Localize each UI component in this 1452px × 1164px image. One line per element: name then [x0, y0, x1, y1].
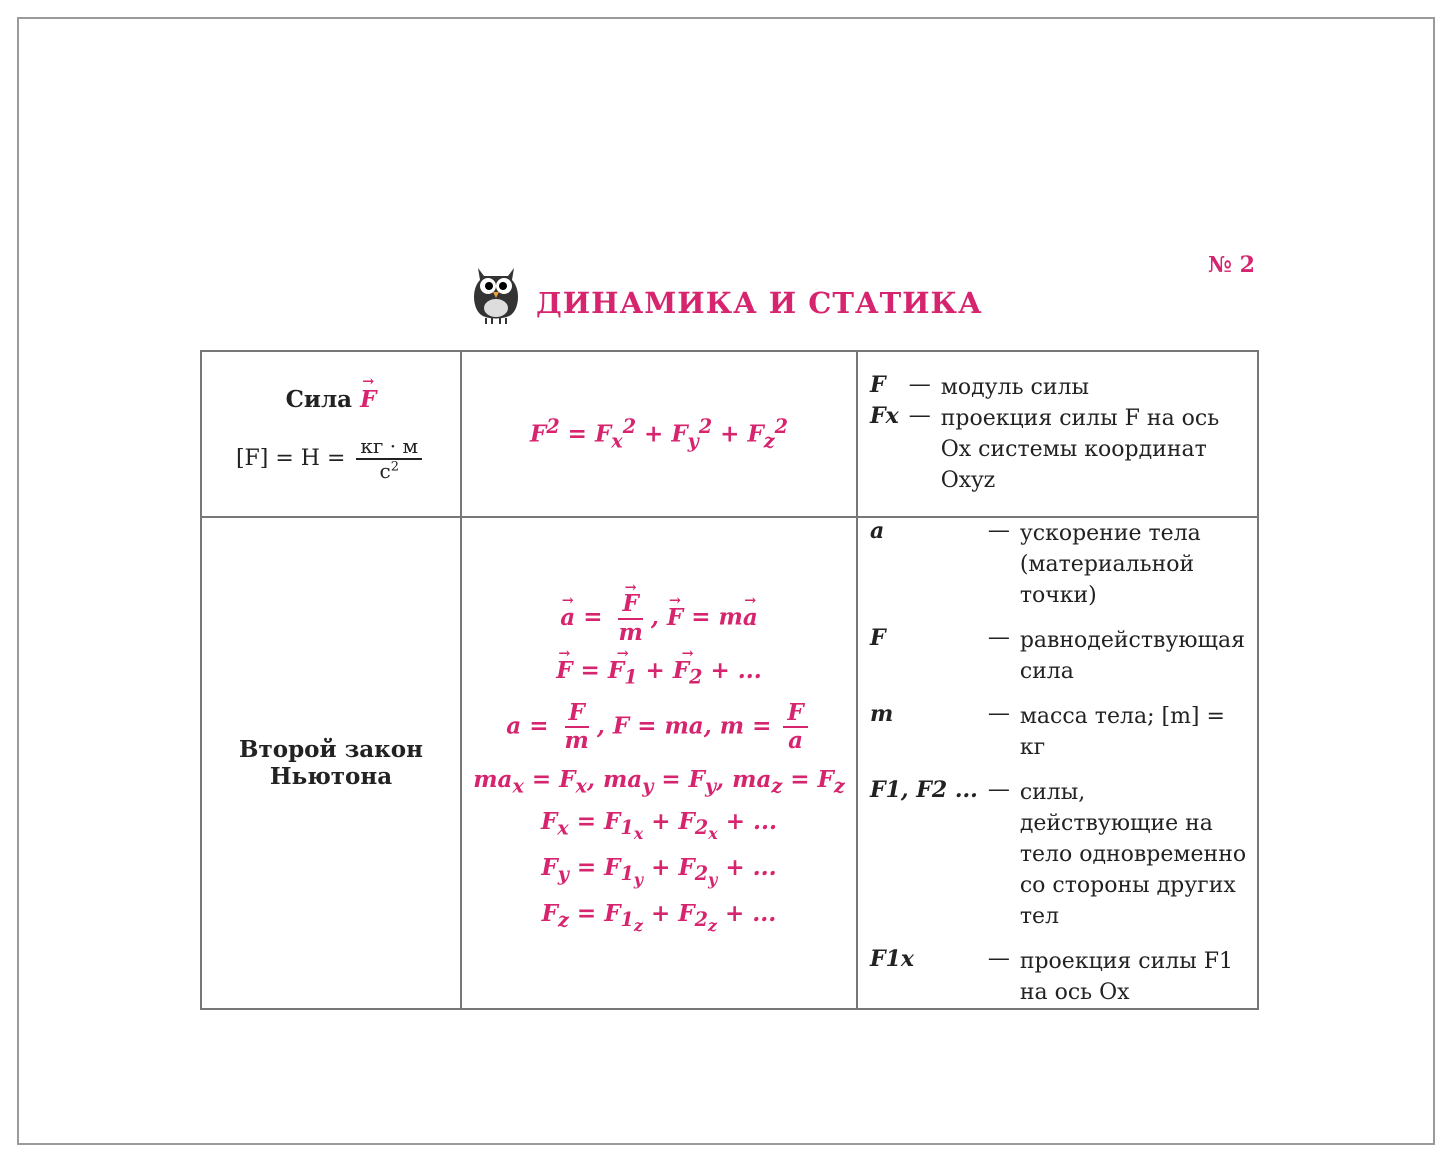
formula-sum-x: $F_x = F_{1_x} + F_{2_x}$ + ... [540, 807, 778, 843]
formula-acceleration: → a = → $\frac{F}{m}$ , → F = m→ a [560, 591, 757, 646]
legend-dash: — [987, 518, 1010, 543]
owl-icon [468, 258, 524, 326]
legend-text: равнодействующая сила [1019, 628, 1245, 684]
legend-symbol: a [870, 518, 885, 544]
legend-dash: — [908, 372, 931, 397]
row1-unit-denominator: с [379, 458, 391, 483]
row1-legend-cell [857, 351, 1258, 517]
legend-text: проекция силы F1 на ось Ox [1019, 949, 1233, 1005]
row2-label-line2: Ньютона [269, 763, 393, 790]
legend-dash: — [987, 946, 1010, 971]
page-number: № 2 [1208, 252, 1255, 278]
legend-text: масса тела; [m] = кг [1019, 704, 1225, 760]
row1-unit-exp: 2 [390, 458, 399, 474]
legend-text: силы, действующие на тело одновременно со стороны других тел [1019, 780, 1247, 929]
row1-label: Сила [285, 385, 353, 413]
formula-scalar: a = $\frac{F}{m}$ , F = ma, m = $\frac{F}{a}$ [506, 700, 811, 755]
formula-table [200, 350, 1259, 1010]
row1-formula: $F^2 = F_x^2 + F_y^2 + F_z^2$ [529, 415, 789, 453]
row2-label-line1: Второй закон [239, 736, 423, 763]
table-row [201, 351, 1258, 517]
legend-dash: — [987, 777, 1010, 802]
row1-legend [858, 372, 1257, 496]
row1-label-cell [201, 351, 461, 517]
legend-text: ускорение тела (материальной точки) [1019, 521, 1201, 608]
row2-label-cell [201, 517, 461, 1009]
legend-symbol: F1x [870, 946, 915, 972]
formula-sum-y: $F_y = F_{1_y} + F_{2_y}$ + ... [541, 853, 777, 889]
table-row [201, 517, 1258, 1009]
formula-projections: $ma_x = F_x$, $ma_y = F_y$, $ma_z = F_z$ [473, 765, 845, 798]
row1-unit-lhs: [F] = Н = [235, 445, 346, 471]
legend-dash: — [987, 625, 1010, 650]
legend-dash: — [987, 701, 1010, 726]
legend-symbol: F [870, 372, 886, 398]
row2-formula-cell [461, 517, 857, 1009]
row1-formula-cell [461, 351, 857, 517]
legend-text: модуль силы [940, 375, 1090, 400]
legend-symbol: F1, F2 ... [870, 777, 978, 803]
formula-resultant: → F = → $F_1$ + → $F_2$ + ... [556, 658, 762, 688]
row2-legend [858, 518, 1257, 1008]
formula-sum-z: $F_z = F_{1_z} + F_{2_z}$ + ... [541, 899, 777, 935]
legend-symbol: F [870, 625, 886, 651]
legend-dash: — [908, 403, 931, 428]
legend-symbol: m [870, 701, 894, 727]
row1-label-symbol: → F [360, 386, 376, 413]
legend-symbol: Fx [870, 403, 899, 429]
page-title: ДИНАМИКА И СТАТИКА [536, 286, 983, 320]
row1-unit-numerator: кг · м [356, 435, 422, 460]
legend-text: проекция силы F на ось Ox системы координат Oxyz [940, 406, 1220, 493]
row2-legend-cell [857, 517, 1258, 1009]
